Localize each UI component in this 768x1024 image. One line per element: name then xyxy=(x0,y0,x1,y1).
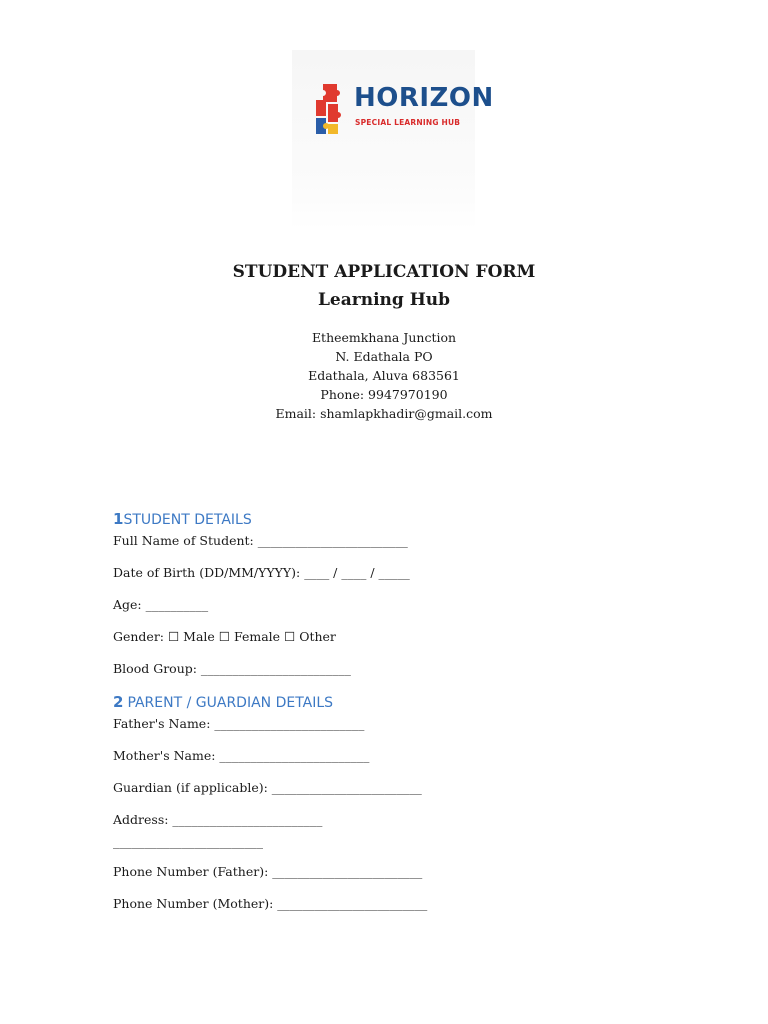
father-name-field[interactable]: Father's Name: ________________________ xyxy=(113,716,365,731)
blood-group-field[interactable]: Blood Group: ________________________ xyxy=(113,661,351,676)
parent-details-heading xyxy=(113,693,333,711)
student-details-heading xyxy=(113,510,252,528)
section-number: 1 xyxy=(113,510,124,528)
logo xyxy=(292,50,494,230)
dob-field[interactable]: Date of Birth (DD/MM/YYYY): ____ / ____ / _____ xyxy=(113,565,410,580)
gender-field[interactable]: Gender: ☐ Male ☐ Female ☐ Other xyxy=(113,629,336,644)
address-field[interactable]: Address: ________________________ xyxy=(113,812,323,827)
address-line-3: Edathala, Aluva 683561 xyxy=(308,368,460,383)
section-title: STUDENT DETAILS xyxy=(123,512,252,528)
father-phone-field[interactable]: Phone Number (Father): ________________________ xyxy=(113,864,423,879)
logo-tagline: SPECIAL LEARNING HUB xyxy=(355,118,461,127)
address-line-2: N. Edathala PO xyxy=(335,349,433,364)
logo-brand-text: HORIZON xyxy=(354,83,494,113)
age-field[interactable]: Age: __________ xyxy=(113,597,209,612)
section-title: PARENT / GUARDIAN DETAILS xyxy=(127,695,334,711)
full-name-field[interactable]: Full Name of Student: ________________________ xyxy=(113,533,408,548)
mother-name-field[interactable]: Mother's Name: ________________________ xyxy=(113,748,370,763)
address-line-1: Etheemkhana Junction xyxy=(311,330,457,345)
guardian-field[interactable]: Guardian (if applicable): ________________________ xyxy=(113,780,422,795)
section-number: 2 xyxy=(113,693,124,711)
phone-line: Phone: 9947970190 xyxy=(320,387,448,402)
puzzle-pieces-icon xyxy=(314,80,348,136)
form-title: STUDENT APPLICATION FORM xyxy=(232,262,536,282)
mother-phone-field[interactable]: Phone Number (Mother): ________________________ xyxy=(113,896,428,911)
email-line: Email: shamlapkhadir@gmail.com xyxy=(275,406,493,421)
address-field-continued[interactable]: ________________________ xyxy=(113,834,263,849)
form-subtitle: Learning Hub xyxy=(317,290,451,310)
